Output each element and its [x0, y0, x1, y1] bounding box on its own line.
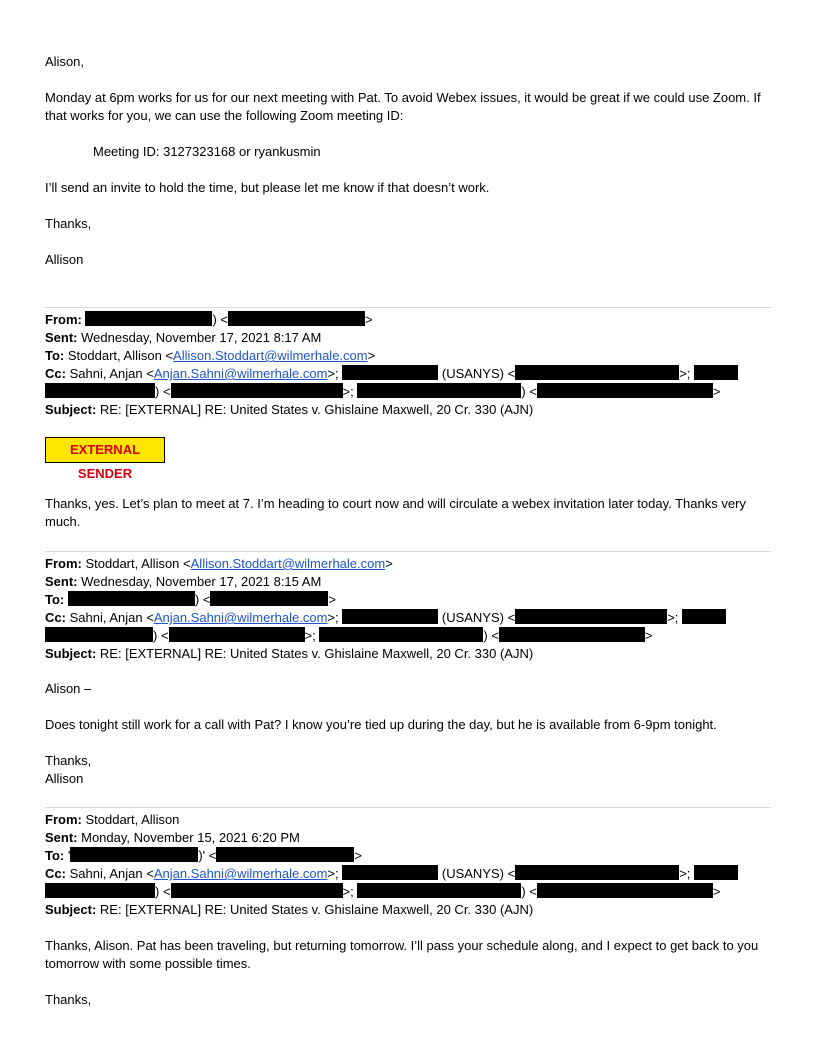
external-sender-banner: EXTERNAL SENDER [45, 437, 165, 463]
reply-salutation: Alison, [45, 54, 85, 69]
redaction [499, 627, 645, 642]
email-link[interactable]: Allison.Stoddart@wilmerhale.com [173, 348, 368, 363]
redaction [537, 883, 713, 898]
redaction [169, 627, 305, 642]
email1-to: To: Stoddart, Allison <Allison.Stoddart@wilmerhale.com> [45, 348, 376, 363]
email3-closing: Thanks, [45, 992, 92, 1007]
redaction [228, 311, 365, 326]
redaction [319, 627, 483, 642]
redaction [45, 883, 155, 898]
reply-closing: Thanks, [45, 216, 92, 231]
email3-cc-line2: ) < >; ) < > [45, 883, 721, 901]
subject-value: RE: [EXTERNAL] RE: United States v. Ghislaine Maxwell, 20 Cr. 330 (AJN) [99, 402, 534, 417]
redaction [342, 609, 438, 624]
header-divider [45, 807, 771, 808]
email3-cc-line1: Cc: Sahni, Anjan <Anjan.Sahni@wilmerhale.com>; (USANYS) < >; [45, 865, 738, 883]
email-link[interactable]: Anjan.Sahni@wilmerhale.com [153, 610, 328, 625]
email1-cc-line2: ) < >; ) < > [45, 383, 721, 401]
email2-subject: Subject: RE: [EXTERNAL] RE: United States v. Ghislaine Maxwell, 20 Cr. 330 (AJN) [45, 646, 534, 661]
header-divider [45, 307, 771, 308]
email2-body: Does tonight still work for a call with Pat? I know you’re tied up during the day, but he is available from 6-9pm tonight. [45, 717, 717, 732]
redaction [171, 883, 343, 898]
redaction [515, 365, 679, 380]
email2-cc-line2: ) < >; ) < > [45, 627, 653, 645]
email1-sent [45, 329, 321, 347]
email3-to: To: ' )' < > [45, 848, 362, 863]
email2-sent: Sent: Wednesday, November 17, 2021 8:15 AM [45, 574, 322, 589]
email-link[interactable]: Anjan.Sahni@wilmerhale.com [153, 366, 328, 381]
from-label: From: [45, 312, 82, 327]
redaction [357, 383, 521, 398]
to-label: To: [45, 348, 65, 363]
redaction [694, 365, 738, 380]
redaction [342, 365, 438, 380]
email3-body: Thanks, Alison. Pat has been traveling, but returning tomorrow. I’ll pass your schedule along, and I expect to get back to you tomorrow with some possible times. [45, 938, 759, 971]
email3-subject: Subject: RE: [EXTERNAL] RE: United States v. Ghislaine Maxwell, 20 Cr. 330 (AJN) [45, 902, 534, 917]
email3-sent: Sent: Monday, November 15, 2021 6:20 PM [45, 830, 300, 845]
redaction [515, 865, 679, 880]
redaction [210, 591, 328, 606]
header-divider [45, 551, 771, 552]
redaction [357, 883, 521, 898]
cc-label: Cc: [45, 366, 66, 381]
subject-label: Subject: [45, 402, 97, 417]
redaction [45, 627, 153, 642]
redaction [682, 609, 726, 624]
email3-from: From: Stoddart, Allison [45, 812, 180, 827]
reply-paragraph-2: I’ll send an invite to hold the time, but please let me know if that doesn’t work. [45, 180, 490, 195]
email1-from: From: ) < > [45, 312, 373, 327]
redaction [216, 847, 354, 862]
email-link[interactable]: Allison.Stoddart@wilmerhale.com [190, 556, 386, 571]
redaction [694, 865, 738, 880]
email2-from: From: Stoddart, Allison <Allison.Stoddart@wilmerhale.com> [45, 556, 393, 571]
redaction [171, 383, 343, 398]
sent-label: Sent: [45, 330, 78, 345]
redaction [342, 865, 438, 880]
email1-cc-line1: Cc: Sahni, Anjan <Anjan.Sahni@wilmerhale.com>; (USANYS) < >; [45, 365, 738, 383]
email2-greeting: Alison – [45, 681, 92, 696]
redaction [537, 383, 713, 398]
email-link[interactable]: Anjan.Sahni@wilmerhale.com [153, 866, 328, 881]
redaction [85, 311, 212, 326]
redaction [70, 847, 198, 862]
email2-to: To: ) < > [45, 592, 337, 607]
email1-body: Thanks, yes. Let’s plan to meet at 7. I’m heading to court now and will circulate a webex invitation later today. Thanks very much. [45, 496, 746, 529]
redaction [45, 383, 155, 398]
email2-signature: Allison [45, 771, 84, 786]
redaction [68, 591, 195, 606]
reply-signature: Allison [45, 252, 84, 267]
email2-cc-line1: Cc: Sahni, Anjan <Anjan.Sahni@wilmerhale.com>; (USANYS) < >; [45, 609, 726, 627]
redaction [515, 609, 667, 624]
email1-subject [45, 401, 533, 419]
sent-value: Wednesday, November 17, 2021 8:17 AM [81, 330, 322, 345]
reply-meeting-id: Meeting ID: 3127323168 or ryankusmin [93, 144, 321, 159]
reply-paragraph-1: Monday at 6pm works for us for our next meeting with Pat. To avoid Webex issues, it would be great if we could use Zoom. If that works for you, we can use the following Zoom meeting ID: [45, 90, 761, 123]
email2-closing: Thanks, [45, 753, 92, 768]
